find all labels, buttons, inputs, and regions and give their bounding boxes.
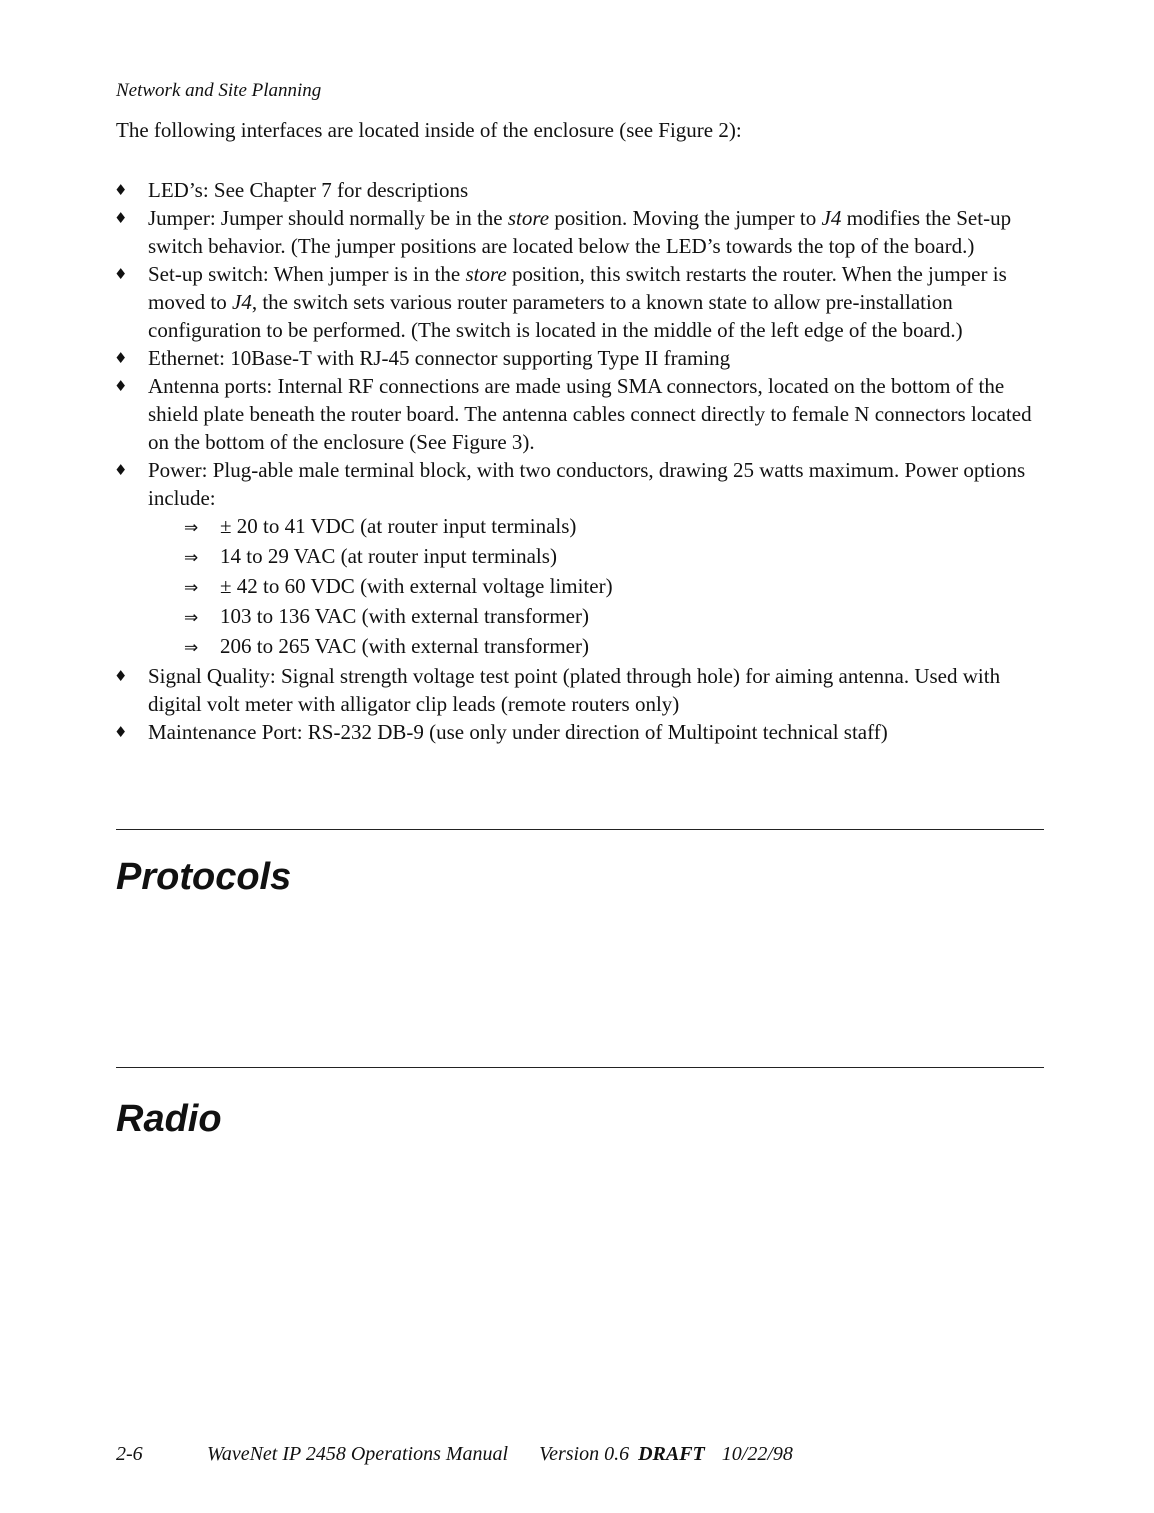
power-options-list: [148, 512, 1054, 662]
arrow-icon: ⇒: [184, 638, 199, 658]
sub-list-item-text: 14 to 29 VAC (at router input terminals): [220, 544, 557, 568]
arrow-icon: ⇒: [184, 578, 199, 598]
text-segment: Power: Plug-able male terminal block, with two conductors, drawing 25 watts maximum. Power options include:: [148, 458, 1026, 510]
protocols-heading: Protocols: [116, 856, 292, 898]
text-segment: J4: [232, 290, 252, 314]
bullet-icon: ♦: [114, 377, 128, 395]
bullet-icon: ♦: [114, 181, 128, 199]
footer-version: Version 0.6: [539, 1443, 630, 1465]
list-item: [114, 204, 1054, 260]
section-divider: [116, 829, 1044, 830]
list-item-text: [148, 458, 1025, 510]
sub-list-item-text: 206 to 265 VAC (with external transformer): [220, 634, 589, 658]
sub-list-item: [184, 542, 1054, 572]
arrow-icon: ⇒: [184, 608, 199, 628]
text-segment: Maintenance Port: RS-232 DB-9 (use only under direction of Multipoint technical staff): [148, 720, 888, 744]
text-segment: J4: [821, 206, 842, 230]
text-segment: Antenna ports: Internal RF connections are made using SMA connectors, located on the bottom of the shield plate beneath the router board. The antenna cables connect directly to female N connectors located on the bottom of the enclosure (See Figure 3).: [148, 374, 1032, 454]
list-item: [114, 372, 1054, 456]
list-item-text: [148, 262, 1007, 342]
text-segment: Ethernet: 10Base-T with RJ-45 connector supporting Type II framing: [148, 346, 731, 370]
list-item: [114, 260, 1054, 344]
text-segment: LED’s: See Chapter 7 for descriptions: [148, 178, 469, 202]
page-footer: [116, 1443, 793, 1466]
list-item-text: [148, 346, 730, 370]
bullet-icon: ♦: [114, 265, 128, 283]
list-item-text: [148, 374, 1032, 454]
list-item: [114, 718, 1054, 746]
list-item: [114, 344, 1054, 372]
sub-list-item: [184, 572, 1054, 602]
radio-heading: Radio: [116, 1098, 222, 1140]
text-segment: modifies the Set-up switch behavior. (The jumper positions are located below the LED’s towards the top of the board.): [148, 206, 1012, 258]
sub-list-item: [184, 632, 1054, 662]
list-item-text: [148, 720, 888, 744]
sub-list-item: [184, 512, 1054, 542]
interfaces-list: [114, 176, 1054, 746]
sub-list-item: [184, 602, 1054, 632]
text-segment: Jumper: Jumper should normally be in the: [148, 206, 508, 230]
bullet-icon: ♦: [114, 349, 128, 367]
text-segment: store: [465, 262, 507, 286]
bullet-icon: ♦: [114, 209, 128, 227]
section-divider: [116, 1067, 1044, 1068]
running-head: Network and Site Planning: [116, 80, 322, 101]
text-segment: Signal Quality: Signal strength voltage test point (plated through hole) for aiming antenna. Used with digital volt meter with alligator clip leads (remote routers only): [148, 664, 1001, 716]
bullet-icon: ♦: [114, 723, 128, 741]
list-item-text: [148, 206, 1011, 258]
text-segment: store: [507, 206, 550, 230]
intro-paragraph: The following interfaces are located inside of the enclosure (see Figure 2):: [116, 118, 742, 142]
footer-page-number: 2-6: [116, 1443, 143, 1465]
arrow-icon: ⇒: [184, 518, 199, 538]
footer-date: 10/22/98: [721, 1443, 793, 1465]
bullet-icon: ♦: [114, 667, 128, 685]
text-segment: position, this switch restarts the router. When the jumper is moved to: [148, 262, 1007, 314]
sub-list-item-text: 103 to 136 VAC (with external transformer): [220, 604, 589, 628]
list-item: [114, 456, 1054, 662]
text-segment: , the switch sets various router parameters to a known state to allow pre-installation configuration to be performed. (The switch is located in the middle of the left edge of the board.): [148, 290, 963, 342]
sub-list-item-text: ± 42 to 60 VDC (with external voltage limiter): [220, 574, 613, 598]
list-item: [114, 662, 1054, 718]
sub-list-item-text: ± 20 to 41 VDC (at router input terminals): [220, 514, 577, 538]
footer-draft: DRAFT: [638, 1443, 705, 1465]
footer-manual-title: WaveNet IP 2458 Operations Manual: [207, 1443, 509, 1465]
arrow-icon: ⇒: [184, 548, 199, 568]
list-item-text: [148, 178, 468, 202]
list-item-text: [148, 664, 1000, 716]
text-segment: Set-up switch: When jumper is in the: [148, 262, 466, 286]
text-segment: position. Moving the jumper to: [549, 206, 822, 230]
list-item: [114, 176, 1054, 204]
bullet-icon: ♦: [114, 461, 128, 479]
